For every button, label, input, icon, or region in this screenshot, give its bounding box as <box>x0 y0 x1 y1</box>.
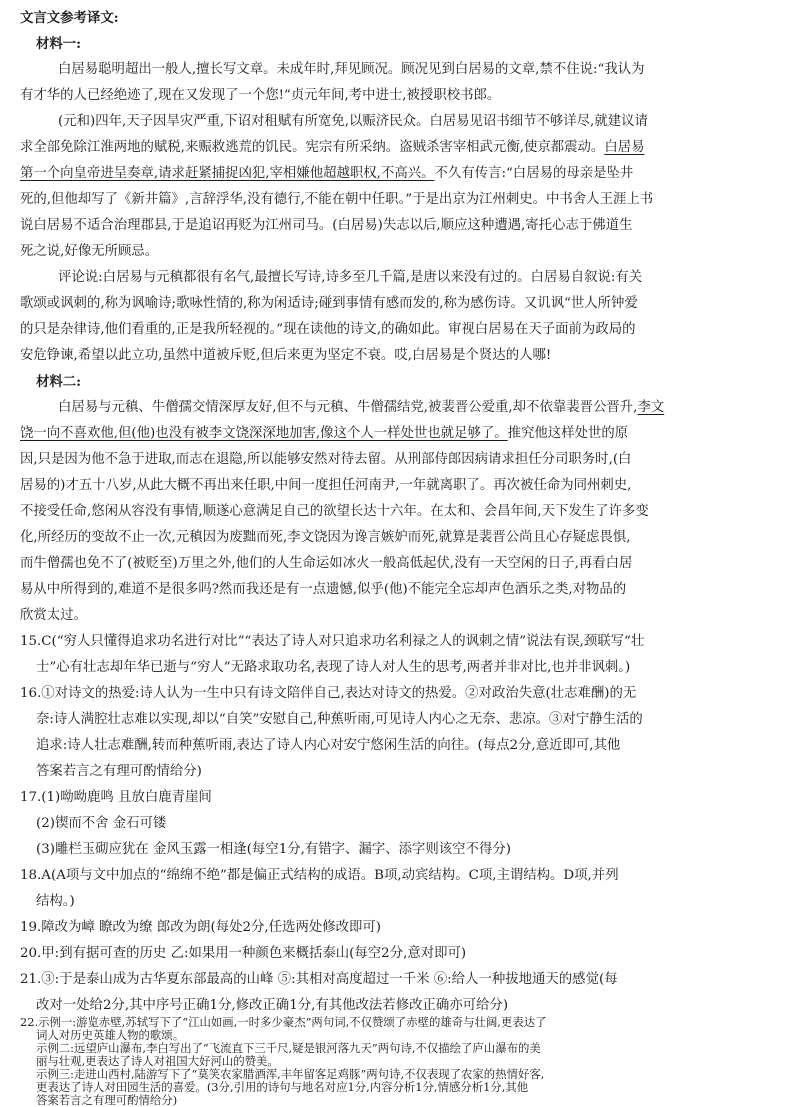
answer-16-line: 答案若言之有理可酌情给分) <box>36 764 202 779</box>
answer-21-line: 改对一处给2分,其中序号正确1分,修改正确1分,有其他改法若修改正确亦可给分) <box>36 998 509 1013</box>
material-two-text: 推究他这样处世的原 <box>507 426 629 441</box>
material-one-line <box>20 162 784 186</box>
material-one-line: 评论说:白居易与元稹都很有名气,最擅长写诗,诗多至几千篇,是唐以来没有过的。白居易自叙说:有关 <box>58 270 643 285</box>
translation-title: 文言文参考译文: <box>20 10 119 26</box>
answer-18-line: 结构。) <box>36 894 75 909</box>
material-two-line: 因,只是因为他不急于进取,而志在退隐,所以能够安然对待去留。从刑部侍郎因病请求担任分司职务时,(白 <box>20 452 632 467</box>
answer-21-line: 21.③:于是泰山成为古华夏东部最高的山峰 ⑤:其相对高度超过一千米 ⑥:给人一种拔地通天的感觉(每 <box>20 972 618 987</box>
answer-17-line: 17.(1)呦呦鹿鸣 且放白鹿青崖间 <box>20 790 212 805</box>
answer-19-line: 19.障改为嶂 瞭改为缭 郎改为朗(每处2分,任选两处修改即可) <box>20 920 382 935</box>
material-one-text: 不久有传言:“白居易的母亲是坠井 <box>434 166 634 181</box>
answer-22-line: 22.示例一:游览赤壁,苏轼写下了“江山如画,一时多少豪杰”两句词,不仅赞颂了赤壁的雄奇与壮阔,更表达了 <box>20 1016 547 1029</box>
answer-22-line: 答案若言之有理可酌情给分) <box>36 1094 178 1107</box>
material-one-line: 死的,但他却写了《新井篇》,言辞浮华,没有德行,不能在朝中任职。”于是出京为江州刺史。中书舍人王涯上书 <box>20 192 654 207</box>
material-one-line: 白居易聪明超出一般人,擅长写文章。未成年时,拜见顾况。顾况见到白居易的文章,禁不住说:“我认为 <box>58 62 645 77</box>
material-one-heading: 材料一: <box>36 36 82 52</box>
material-two-line: 欣赏太过。 <box>20 608 87 623</box>
underlined-text: 李文 <box>637 400 665 415</box>
material-one-line: 歌颂或讽刺的,称为讽喻诗;歌咏性情的,称为闲适诗;碰到事情有感而发的,称为感伤诗。又讥讽“世人所钟爱 <box>20 296 638 311</box>
underlined-text: 饶一向不喜欢他,但(他)也没有被李文饶深深地加害,像这个人一样处世也就足够了。 <box>20 426 508 441</box>
material-two-line: 化,所经历的变故不止一次,元稹因为废黜而死,李文饶因为谗言嫉妒而死,就算是裴晋公尚且心存疑虑畏惧, <box>20 530 631 545</box>
material-one-text: 求全部免除江淮两地的赋税,来赈救逃荒的饥民。宪宗有所采纳。盗贼杀害宰相武元衡,使京都震动。 <box>20 140 605 155</box>
material-two-line <box>58 396 784 420</box>
material-one-line: 死之说,好像无所顾忌。 <box>20 244 159 259</box>
answer-15-line: 士”心有壮志却年华已逝与“穷人”无路求取功名,表现了诗人对人生的思考,两者并非对比,也并非讽刺。) <box>36 660 631 675</box>
answer-22-line: 示例二:远望庐山瀑布,李白写出了“飞流直下三千尺,疑是银河落九天”两句诗,不仅描绘了庐山瀑布的美 <box>36 1042 541 1055</box>
answer-22-line: 示例三:走进山西村,陆游写下了“莫笑农家腊酒浑,丰年留客足鸡豚”两句诗,不仅表现了农家的热情好客, <box>36 1068 545 1081</box>
material-two-line: 居易的)才五十八岁,从此大概不再出来任职,中间一度担任河南尹,一年就离职了。再次被任命为同州刺史, <box>20 478 632 493</box>
answer-17-line: (3)雕栏玉砌应犹在 金风玉露一相逢(每空1分,有错字、漏字、添字则该空不得分) <box>36 842 511 857</box>
material-two-text: 白居易与元稹、牛僧孺交情深厚友好,但不与元稹、牛僧孺结党,被裴晋公爱重,却不依靠裴晋公晋升, <box>58 400 638 415</box>
answer-20-line: 20.甲:到有据可查的历史 乙:如果用一种颜色来概括泰山(每空2分,意对即可) <box>20 946 467 961</box>
material-two-line <box>20 422 784 446</box>
answer-15-line: 15.C(“穷人只懂得追求功名进行对比”“表达了诗人对只追求功名利禄之人的讽刺之情”说法有误,颈联写“壮 <box>20 634 645 649</box>
answer-22-line: 词人对历史英雄人物的歌颂。 <box>36 1029 185 1042</box>
material-two-line: 而牛僧孺也免不了(被贬至)万里之外,他们的人生命运如冰火一般高低起伏,没有一天空闲的日子,再看白居 <box>20 556 633 571</box>
material-two-line: 易从中所得到的,难道不是很多吗?然而我还是有一点遗憾,似乎(他)不能完全忘却声色酒乐之类,对物品的 <box>20 582 627 597</box>
answer-17-line: (2)锲而不舍 金石可镂 <box>36 816 167 831</box>
material-one-line: 有才华的人已经绝迹了,现在又发现了一个您!”贞元年间,考中进士,被授职校书郎。 <box>20 88 501 103</box>
answer-18-line: 18.A(A项与文中加点的“绵绵不绝”都是偏正式结构的成语。B项,动宾结构。C项,主谓结构。D项,并列 <box>20 868 619 883</box>
underlined-text: 白居易 <box>604 140 645 155</box>
material-one-line <box>20 136 784 160</box>
answer-16-line: 奈:诗人满腔壮志难以实现,却以“自笑”安慰自己,种蕉听雨,可见诗人内心之无奈、悲凉。③对宁静生活的 <box>36 712 643 727</box>
material-one-line: (元和)四年,天子因旱灾严重,下诏对租赋有所宽免,以赈济民众。白居易见诏书细节不够详尽,就建议请 <box>58 114 648 129</box>
material-one-line: 说白居易不适合治理郡县,于是追诏再贬为江州司马。(白居易)失志以后,顺应这种遭遇,寄托心志于佛道生 <box>20 218 633 233</box>
material-two-line: 不接受任命,悠闲从容没有事情,顺遂心意满足自己的欲望长达十六年。在太和、会昌年间,天下发生了许多变 <box>20 504 649 519</box>
answer-22-line: 丽与壮观,更表达了诗人对祖国大好河山的赞美。 <box>36 1055 279 1068</box>
material-one-line: 安危铮谏,希望以此立功,虽然中道被斥贬,但后来更为坚定不衰。哎,白居易是个贤达的人哪! <box>20 348 552 363</box>
underlined-text: 第一个向皇帝进呈奏章,请求赶紧捕捉凶犯,宰相嫌他超越职权,不高兴。 <box>20 166 435 181</box>
material-one-line: 的只是杂律诗,他们看重的,正是我所轻视的。”现在读他的诗文,的确如此。审视白居易在天子面前为政局的 <box>20 322 636 337</box>
material-two-heading: 材料二: <box>36 374 82 390</box>
answer-16-line: 追求:诗人壮志难酬,转而种蕉听雨,表达了诗人内心对安宁悠闲生活的向往。(每点2分,意近即可,其他 <box>36 738 621 753</box>
answer-16-line: 16.①对诗文的热爱:诗人认为一生中只有诗文陪伴自己,表达对诗文的热爱。②对政治失意(壮志难酬)的无 <box>20 686 637 701</box>
answer-22-line: 更表达了诗人对田园生活的喜爱。(3分,引用的诗句与地名对应1分,内容分析1分,情感分析1分,其他 <box>36 1081 529 1094</box>
